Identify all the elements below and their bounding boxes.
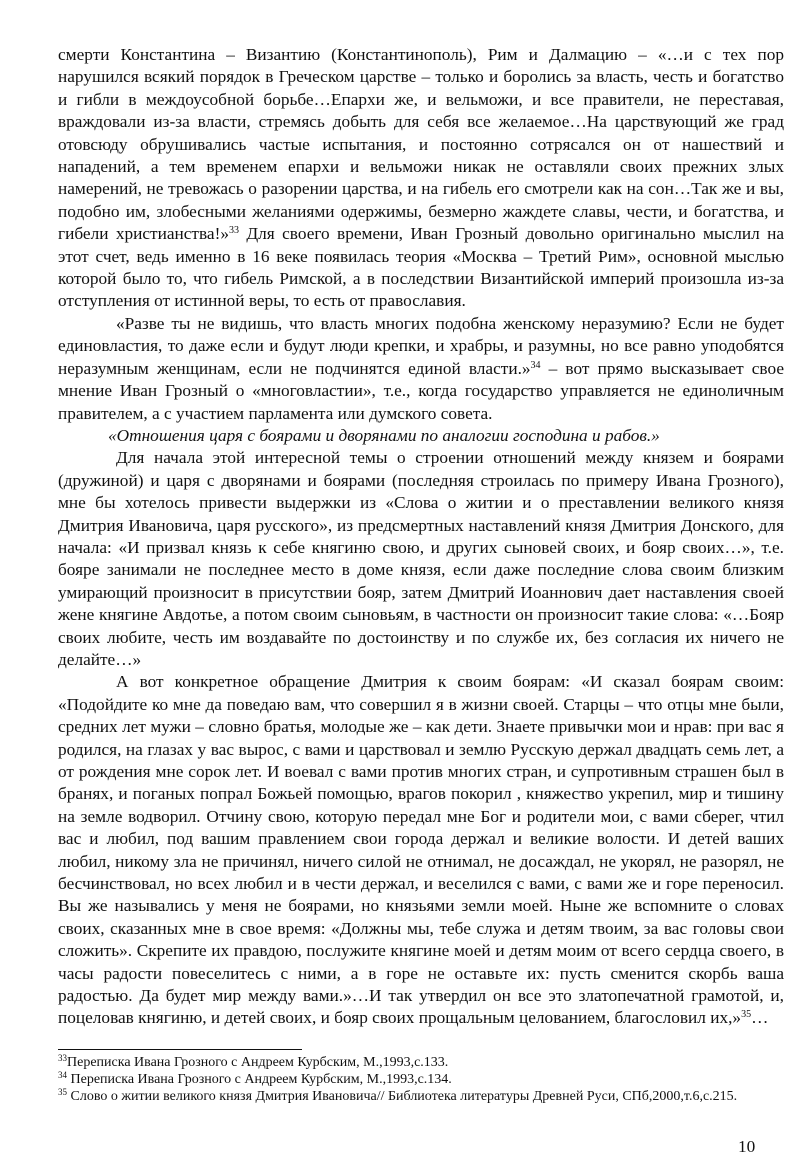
footnote-35: $^{35}$ Слово о житии великого князя Дмитрия Ивановича// Библиотека литературы Древней Руси, СПб,2000,т.6,с.215.: [58, 1087, 738, 1105]
footnote-33: $^{33}$Переписка Ивана Грозного с Андреем Курбским, М.,1993,с.133.: [58, 1053, 449, 1070]
paragraph-4: А вот конкретное обращение Дмитрия к своим боярам: «И сказал боярам своим: «Подойдите ко мне да поведаю вам, что совершил я в жизни своей. Старцы – что отцы мне были, средних лет мужи – словно братья, молодые же – как дети. Знаете привычки мои и нрав: при вас я родился, на глазах у вас вырос, с вами и царствовал и землю Русскую держал двадцать семь лет, а от рождения мне сорок лет. И воевал с вами против многих стран, и супротивным страшен был в бранях, и поганых попрал Божьей помощью, врагов покорил , княжество укрепил, мир и тишину на земле водворил. Отчину свою, которую передал мне Бог и родители мои, с вами сберег, чтил вас и любил, под вашим правлением свои города держал и великие волости. И детей ваших любил, никому зла не причинял, ничего силой не отнимал, не досаждал, не укорял, не разорял, не бесчинствовал, но всех любил и в чести держал, и веселился с вами, с вами же и горе переносил. Вы же назывались у меня не боярами, но князьями земли моей. Ныне же вспомните о словах своих, сказанных мне в свое время: «Должны мы, тебе служа и детям твоим, за вас головы свои сложить». Скрепите их правдою, послужите княгине моей и детям моим от всего сердца своего, в часы радости повеселитесь с ними, а в горе не оставьте их: пусть сменится скорбь ваша радостью. Да будет мир между вами.»…И так утвердил он все это златопечатной грамотой, и, поцеловав княгиню, и детей своих, и бояр своих прощальным целованием, благословил их,»$^{35}$…: [58, 672, 784, 1028]
body-text: [58, 44, 784, 1030]
footnote-ref-33[interactable]: 33: [228, 225, 239, 237]
paragraph-2: «Разве ты не видишь, что власть многих подобна женскому неразумию? Если не будет единовластия, то даже если и будут люди крепки, и храбры, и разумны, но все равно уподобятся неразумным женщинам, если не подчинятся единой власти.»$^{34}$ – вот прямо высказывает свое мнение Иван Грозный о «многовластии», т.е., когда государство управляется не единоличным правителем, а с участием парламента или думского совета.: [58, 313, 784, 423]
page-number: 10: [738, 1137, 756, 1156]
footnote-34: $^{34}$ Переписка Ивана Грозного с Андреем Курбским, М.,1993,с.134.: [58, 1070, 452, 1088]
paragraph-1: смерти Константина – Византию (Константинополь), Рим и Далмацию – «…и с тех пор нарушился всякий порядок в Греческом царстве – только и боролись за власть, честь и богатство и гибли в междоусобной борьбе…Епархи же, и вельможи, и все правители, не переставая, враждовали из-за власти, стремясь добыть для себя все желаемое…На царствующий же град отовсюду обрушивались частые испытания, и постоянно сотрясался он от нашествий и нападений, а тем временем епархи и вельможи никак не оставляли своих прежних злых намерений, не тревожась о разорении царства, и на гибель его смотрели как на сон…Так же и вы, подобно им, злобесными желаниями одержимы, безмерно жаждете славы, чести, и богатства, и гибели христианства!»$^{33}$ Для своего времени, Иван Грозный довольно оригинально мыслил на этот счет, ведь именно в 16 веке появилась теория «Москва – Третий Рим», основной мыслью которой было то, что гибель Римской, а в последствии Византийской империй произошла из-за отступления от истинной веры, то есть от православия.: [58, 45, 785, 311]
paragraph-3: Для начала этой интересной темы о строении отношений между князем и боярами (дружиной) и царя с дворянами и боярами (последняя строилась по примеру Ивана Грозного), мне бы хотелось привести выдержки из «Слова о житии и о преставлении великого князя Дмитрия Ивановича, царя русского», из предсмертных наставлений князя Дмитрия Донского, для начала: «И призвал князь к себе княгиню свою, и других сыновей своих, и бояр своих…», т.е. бояре занимали не последнее место в доме князя, если даже последние слова своим близким умирающий произносит в присутствии бояр, затем Дмитрий Иоаннович дает наставления своей жене княгине Авдотье, а потом своим сыновьям, в частности он произносит такие слова: «…Бояр своих любите, честь им воздавайте по достоинству и по службе их, без согласия их ничего не делайте…»: [58, 448, 784, 669]
footnote-divider: [58, 1049, 302, 1050]
footnote-ref-35[interactable]: 35: [741, 1009, 752, 1021]
footnote-ref-34[interactable]: 34: [530, 359, 541, 371]
section-heading: «Отношения царя с боярами и дворянами по аналогии господина и рабов.»: [108, 425, 660, 445]
footnotes: [58, 1054, 758, 1106]
